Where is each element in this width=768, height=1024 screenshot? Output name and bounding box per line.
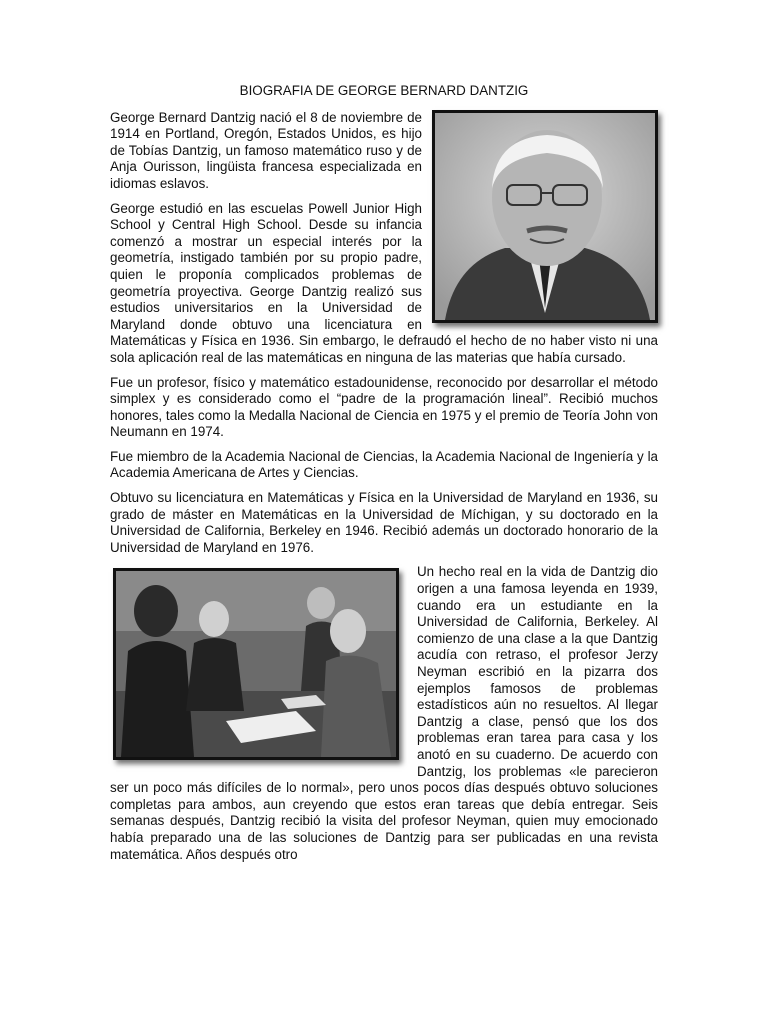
paragraph-academies: Fue miembro de la Academia Nacional de Ciencias, la Academia Nacional de Ingeniería y la Academia Americana de Artes y Ciencias. [110,448,658,481]
classroom-photo [113,568,399,760]
paragraph-degrees: Obtuvo su licenciatura en Matemáticas y Física en la Universidad de Maryland en 1936, su grado de máster en Matemáticas en la Universidad de Míchigan, y su doctorado en la Universidad de California, Berkeley en 1946. Recibió además un doctorado honorario de la Universidad de Maryland en 1976. [110,490,658,555]
document-title: BIOGRAFIA DE GEORGE BERNARD DANTZIG [239,83,529,98]
document-page [110,83,658,871]
paragraph-birth: George Bernard Dantzig nació el 8 de noviembre de 1914 en Portland, Oregón, Estados Unidos, es hijo de Tobías Dantzig, un famoso matemático ruso y de Anja Ourisson, lingüista francesa especializada en idiomas eslavos. [110,109,422,191]
paragraph-education: George estudió en las escuelas Powell Junior High School y Central High School. Desde su infancia comenzó a mostrar un especial interés por la geometría, instigado también por su propio padre, quien le proponía complicados problemas de geometría proyectiva. George Dantzig realizó sus estudios universitarios en la Universidad de Maryland donde obtuvo una licenciatura en Matemáticas y Física en 1936. Sin embargo, le defraudó el hecho de no haber visto ni una sola aplicación real de las matemáticas en ninguna de las materias que había cursado. [110,200,658,365]
paragraph-legend: Un hecho real en la vida de Dantzig dio origen a una famosa leyenda en 1939, cuando era un estudiante en la Universidad de California, Berkeley. Al comienzo de una clase a la que Dantzig acudía con retraso, el profesor Jerzy Neyman escribió en la pizarra dos ejemplos famosos de problemas estadísticos aún no resueltos. Al llegar Dantzig a clase, pensó que los dos problemas eran tarea para casa y los anotó en su cuaderno. De acuerdo con Dantzig, los problemas «le parecieron ser un poco más difíciles de lo normal», pero unos pocos días después obtuvo soluciones completas para ambos, aun creyendo que estos eran tareas que debía entregar. Seis semanas después, Dantzig recibió la visita del profesor Neyman, quien muy emocionado había preparado una de las soluciones de Dantzig para ser publicadas en una revista matemática. Años después otro [110,564,658,862]
portrait-photo [432,110,658,323]
paragraph-career: Fue un profesor, físico y matemático estadounidense, reconocido por desarrollar el método simplex y es considerado como el “padre de la programación lineal”. Recibió muchos honores, tales como la Medalla Nacional de Ciencia en 1975 y el premio de Teoría John von Neumann en 1974. [110,374,658,440]
